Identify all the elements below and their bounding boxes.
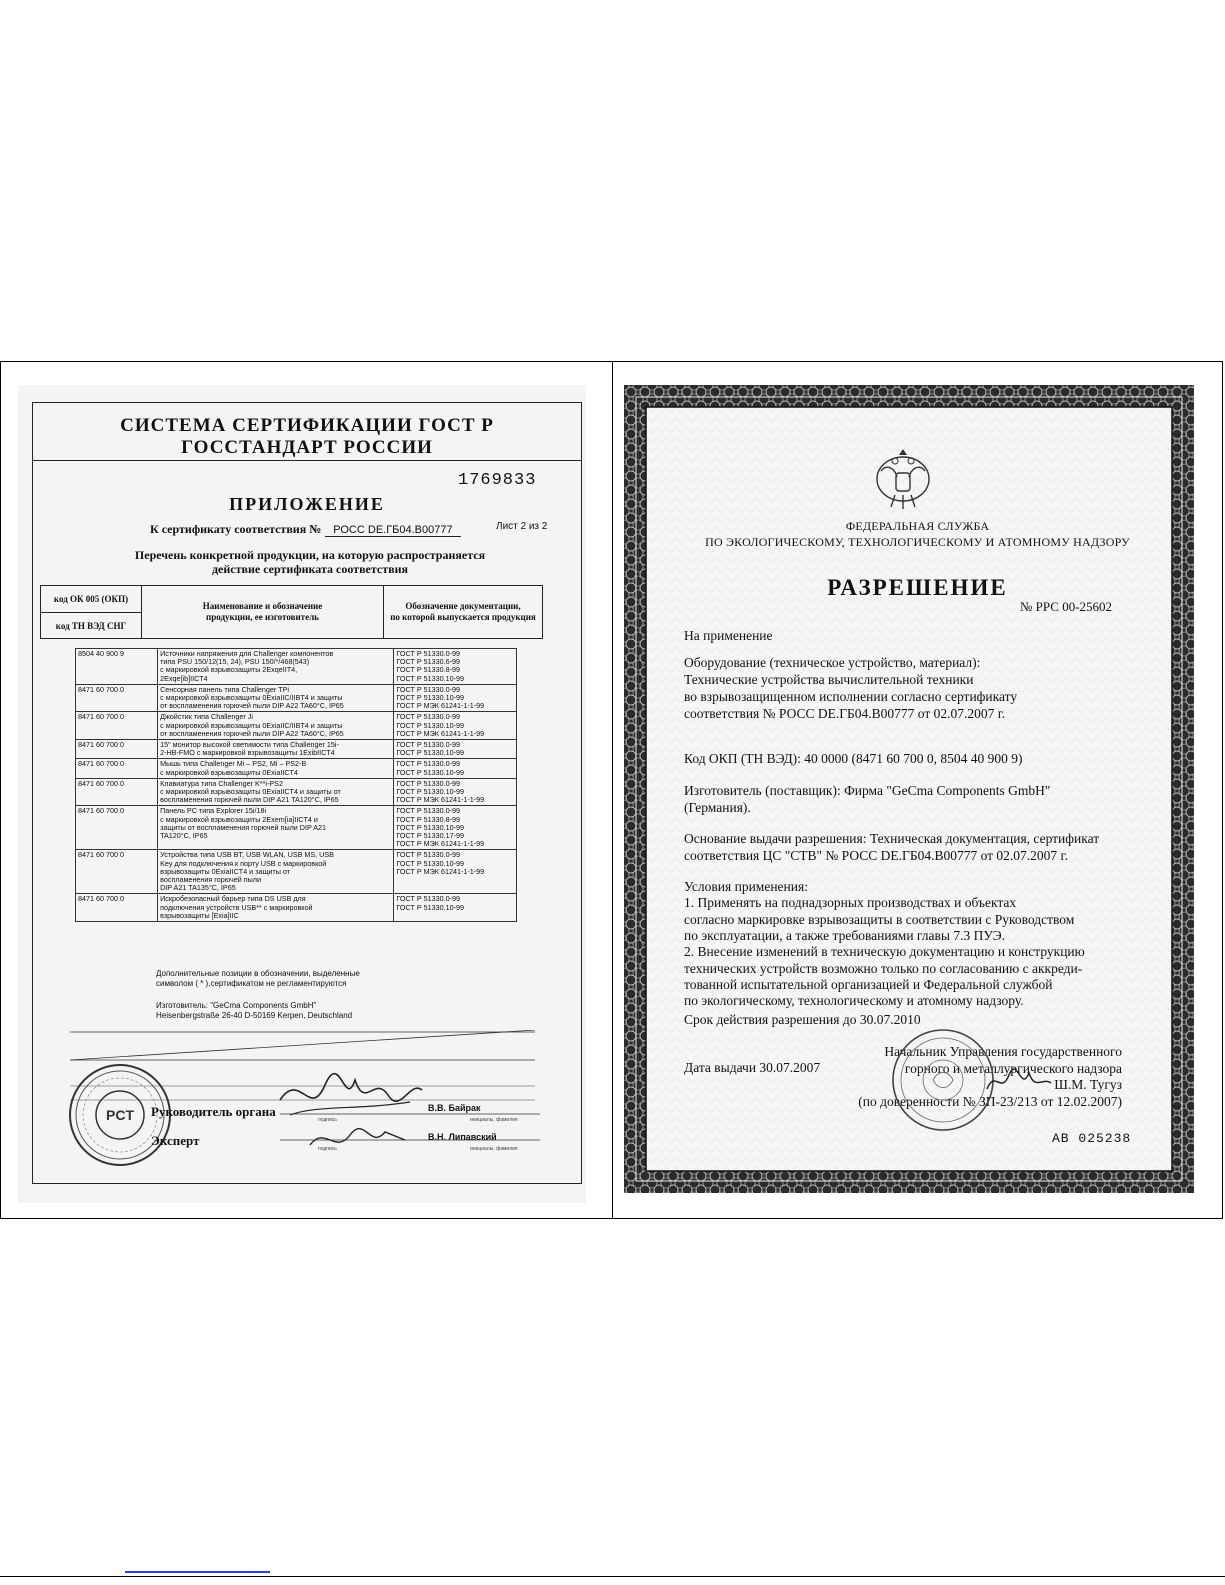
description-line: Сенсорная панель типа Challenger TPi — [160, 684, 289, 694]
signatory-signature-icon — [985, 1065, 1055, 1099]
product-code: 8504 40 900 9 — [76, 649, 158, 685]
product-description — [158, 778, 394, 806]
product-description — [158, 649, 394, 685]
form-number: 1769833 — [458, 471, 537, 490]
expert-sign-caption: подпись — [318, 1146, 337, 1152]
system-title: СИСТЕМА СЕРТИФИКАЦИИ ГОСТ Р — [120, 415, 494, 436]
standard-line: ГОСТ Р 51330.0-99 — [396, 684, 460, 694]
agency-line-1: ФЕДЕРАЛЬНАЯ СЛУЖБА — [845, 519, 990, 533]
product-description — [158, 759, 394, 778]
description-line: с маркировкой взрывозащиты 2Exem[ia]IICT4 и — [160, 814, 318, 824]
standard-line: ГОСТ Р МЭК 61241-1-1-99 — [396, 701, 485, 711]
expert-name-caption: инициалы, фамилия — [470, 1146, 518, 1152]
standard-line: ГОСТ Р МЭК 61241-1-1-99 — [396, 839, 485, 849]
table-row — [76, 759, 517, 778]
standard-line: ГОСТ Р МЭК 61241-1-1-99 — [396, 795, 485, 805]
product-description — [158, 850, 394, 894]
footer-link-underline[interactable] — [125, 1571, 270, 1573]
okp-code: Код ОКП (ТН ВЭД): 40 0000 (8471 60 700 0, 8504 40 900 9) — [684, 751, 1023, 766]
code-header-cell — [41, 586, 142, 638]
certificate-number: РОСС DE.ГБ04.В00777 — [325, 524, 460, 537]
product-code: 8471 60 700 0 — [76, 684, 158, 712]
issue-date: Дата выдачи 30.07.2007 — [684, 1060, 821, 1075]
standard-line: ГОСТ Р МЭК 61241-1-1-99 — [396, 728, 485, 738]
head-name: В.В. Байрак — [428, 1103, 481, 1113]
standard-line: ГОСТ Р 51330.10-99 — [396, 822, 464, 832]
manufacturer-line: Изготовитель (поставщик): Фирма "GeCma Components GmbH" — [684, 783, 1051, 798]
description-line: Панель PC типа Explorer 15i/18i — [160, 806, 267, 816]
standard-line: ГОСТ Р 51330.0-99 — [396, 778, 460, 788]
certificate-reference — [150, 522, 461, 537]
head-signature-icon — [270, 1060, 430, 1160]
svg-text:PCT: PCT — [106, 1107, 134, 1123]
manufacturer-line-2: Heisenbergstraße 26-40 D-50169 Kerpen, Deutschland — [156, 1011, 353, 1020]
standard-line: ГОСТ Р 51330.0-99 — [396, 712, 460, 722]
condition-line: 2. Внесение изменений в техническую документацию и конструкцию — [684, 944, 1085, 960]
description-line: с маркировкой взрывозащиты 0ExiaIICT4 — [160, 767, 298, 777]
description-line: воспламенения горючей пыли — [160, 875, 262, 885]
description-line: взрывозащиты 0ExiaIICT4 и защиты от — [160, 866, 291, 876]
head-label: Руководитель органа — [151, 1104, 276, 1119]
agency-line-2: ПО ЭКОЛОГИЧЕСКОМУ, ТЕХНОЛОГИЧЕСКОМУ И АТОМНОМУ НАДЗОРУ — [705, 535, 1130, 549]
for-use-label: На применение — [684, 628, 773, 643]
condition-line: технических устройств возможно только по согласованию с аккреди- — [684, 960, 1083, 976]
description-line: взрывозащиты [Exia]IIC — [160, 910, 239, 920]
standard-line: ГОСТ Р 51330.10-99 — [396, 720, 464, 730]
product-standards — [394, 759, 517, 778]
table-row — [76, 894, 517, 922]
description-line: 15" монитор высокой светимости типа Challenger 15i- — [160, 740, 339, 750]
scope-line-1: Перечень конкретной продукции, на которую распространяется — [134, 548, 486, 562]
sheet-number: Лист 2 из 2 — [496, 521, 548, 532]
manufacturer-line-1: Изготовитель: "GeCma Components GmbH" — [156, 1001, 317, 1010]
permit-number: № РРС 00-25602 — [1020, 599, 1113, 614]
name-header-line: продукции, ее изготовитель — [206, 612, 319, 622]
product-table — [75, 648, 517, 922]
product-code: 8471 60 700 0 — [76, 894, 158, 922]
manufacturer-line: (Германия). — [684, 800, 751, 815]
table-row — [76, 649, 517, 685]
form-serial: АВ 025238 — [1052, 1131, 1132, 1146]
okp-code-header: код ОК 005 (ОКП) — [41, 586, 141, 613]
condition-line: 1. Применять на поднадзорных производствах и объектах — [684, 895, 1017, 911]
product-code: 8471 60 700 0 — [76, 759, 158, 778]
condition-line: согласно маркировке взрывозащиты в соответствии с Руководством — [684, 911, 1075, 927]
table-row — [76, 778, 517, 806]
signatory-line: Ш.М. Тугуз — [1054, 1077, 1122, 1092]
description-line: Джойстик типа Challenger Ji — [160, 712, 253, 722]
description-line: подключения устройств USB** с маркировкой — [160, 902, 313, 912]
product-description — [158, 740, 394, 759]
standard-line: ГОСТ Р 51330.10-99 — [396, 787, 464, 797]
description-line: защиты от воспламенения горючей пыли DIP A21 — [160, 822, 327, 832]
standard-line: ГОСТ Р 51330.0-99 — [396, 759, 460, 769]
title-rule — [32, 460, 582, 461]
standard-line: ГОСТ Р 51330.10-99 — [396, 673, 464, 683]
columns-header — [40, 585, 543, 639]
head-name-caption: инициалы, фамилия — [470, 1117, 518, 1123]
standard-line: ГОСТ Р 51330.10-99 — [396, 767, 464, 777]
standard-line: ГОСТ Р 51330.0-99 — [396, 894, 460, 904]
certificate-label: К сертификату соответствия № — [150, 522, 322, 536]
product-code: 8471 60 700 0 — [76, 778, 158, 806]
description-line: с маркировкой взрывозащиты 0ExiaIIC/IIBT4 и защиты — [160, 720, 343, 730]
validity-period: Срок действия разрешения до 30.07.2010 — [684, 1012, 921, 1027]
footer-rule — [0, 1576, 1225, 1577]
table-row — [76, 806, 517, 850]
description-line: Key для подключения к порту USB с маркировкой — [160, 858, 327, 868]
product-code: 8471 60 700 0 — [76, 850, 158, 894]
scope-line-2: действие сертификата соответствия — [211, 562, 409, 576]
standard-line: ГОСТ Р 51330.0-99 — [396, 806, 460, 816]
product-standards — [394, 684, 517, 712]
description-line: Источники напряжения для Challenger компонентов — [160, 649, 334, 658]
product-standards — [394, 894, 517, 922]
standard-line: ГОСТ Р 51330.8-99 — [396, 665, 460, 675]
expert-name: В.Н. Липавский — [428, 1132, 497, 1142]
standard-line: ГОСТ Р 51330.0-99 — [396, 649, 460, 658]
standard-line: ГОСТ Р 51330.0-99 — [396, 740, 460, 750]
documentation-header — [384, 586, 542, 638]
product-code: 8471 60 700 0 — [76, 712, 158, 740]
note-line-1: Дополнительные позиции в обозначении, выделенные — [156, 969, 360, 978]
description-line: Искробезопасный барьер типа DS USB для — [160, 894, 306, 904]
name-header-line: Наименование и обозначение — [202, 601, 323, 611]
table-row — [76, 684, 517, 712]
description-line: Мышь типа Challenger Mi – PS2, Mi – PS2-B — [160, 759, 307, 769]
appendix-heading: ПРИЛОЖЕНИЕ — [229, 494, 385, 514]
product-code: 8471 60 700 0 — [76, 806, 158, 850]
description-line: воспламенения горючей пыли DIP A21 TA120°C, IP65 — [160, 795, 339, 805]
product-standards — [394, 712, 517, 740]
tnved-code-header: код ТН ВЭД СНГ — [55, 620, 127, 631]
description-line: Устройства типа USB BT, USB WLAN, USB MS, USB — [160, 850, 334, 860]
standard-line: ГОСТ Р 51330.10-99 — [396, 693, 464, 703]
agency-seal-icon — [888, 1025, 998, 1135]
description-line: с маркировкой взрывозащиты 0ExiaIICT4 и защиты от — [160, 787, 341, 797]
standard-line: ГОСТ Р 51330.10-99 — [396, 748, 464, 758]
equipment-line: Оборудование (техническое устройство, материал): — [684, 655, 981, 670]
product-code: 8471 60 700 0 — [76, 740, 158, 759]
page-divider — [612, 361, 613, 1219]
product-description — [158, 684, 394, 712]
description-line: 2-HB-FMO с маркировкой взрывозащиты 1ExibIICT4 — [160, 748, 335, 758]
head-sign-caption: подпись — [318, 1117, 337, 1123]
standard-line: ГОСТ Р 51330.0-99 — [396, 850, 460, 860]
description-line: типа PSU 150/12(15, 24), PSU 150/*/468(543) — [160, 657, 310, 667]
description-line: от воспламенения горючей пыли DIP A22 TA60°C, IP65 — [160, 728, 344, 738]
product-standards — [394, 806, 517, 850]
signatory-line: (по доверенности № ЗП-23/213 от 12.02.2007) — [858, 1093, 1122, 1109]
table-row — [76, 740, 517, 759]
standard-line: ГОСТ Р 51330.10-99 — [396, 902, 464, 912]
table-row — [76, 850, 517, 894]
docs-header-line: Обозначение документации, — [405, 601, 521, 611]
description-line: Клавиатура типа Challenger K**i-PS2 — [160, 778, 283, 788]
signatory-line: горного и металлургического надзора — [904, 1060, 1122, 1076]
basis-line: соответствия ЦС "СТВ" № РОСС DE.ГБ04.В00777 от 02.07.2007 г. — [684, 848, 1068, 863]
product-name-header — [142, 586, 384, 638]
expert-label: Эксперт — [151, 1133, 200, 1148]
description-line: TA120°C, IP65 — [160, 831, 208, 841]
gosstandart-title: ГОССТАНДАРТ РОССИИ — [181, 437, 433, 458]
note-line-2: символом ( * ),сертификатом не регламентируются — [156, 979, 347, 988]
product-description — [158, 894, 394, 922]
condition-line: Условия применения: — [684, 879, 808, 894]
basis-line: Основание выдачи разрешения: Техническая документация, сертификат — [684, 831, 1100, 846]
description-line: с маркировкой взрывозащиты 2ExqeIIT4, — [160, 665, 298, 675]
description-line: DIP A21 TA135°C, IP65 — [160, 883, 236, 893]
standard-line: ГОСТ Р 51330.6-99 — [396, 657, 460, 667]
condition-line: по эксплуатации, а также требованиями главы 7.3 ПУЭ. — [684, 927, 1005, 943]
product-standards — [394, 649, 517, 685]
condition-line: по экологическому, технологическому и атомному надзору. — [684, 993, 1024, 1009]
standard-line: ГОСТ Р 51330.10-99 — [396, 858, 464, 868]
product-description — [158, 712, 394, 740]
equipment-line: соответствия № РОСС DE.ГБ04.В00777 от 02.07.2007 г. — [684, 706, 1006, 721]
equipment-line: Технические устройства вычислительной техники — [684, 672, 974, 687]
product-standards — [394, 778, 517, 806]
standard-line: ГОСТ Р 51330.17-99 — [396, 831, 464, 841]
russian-coat-of-arms-icon — [873, 445, 933, 513]
product-standards — [394, 740, 517, 759]
description-line: от воспламенения горючей пыли DIP A22 TA60°C, IP65 — [160, 701, 344, 711]
signatory-line: Начальник Управления государственного — [884, 1044, 1122, 1059]
standard-line: ГОСТ Р 51330.8-99 — [396, 814, 460, 824]
condition-line: тованной испытательной организацией и Федеральной службой — [684, 976, 1053, 992]
product-standards — [394, 850, 517, 894]
description-line: с маркировкой взрывозащиты 0ExiaIIC/IIBT4 и защиты — [160, 693, 343, 703]
standard-line: ГОСТ Р МЭК 61241-1-1-99 — [396, 866, 485, 876]
table-row — [76, 712, 517, 740]
description-line: 2Exqe[ib]IICT4 — [160, 673, 208, 683]
permit-title: РАЗРЕШЕНИЕ — [827, 575, 1008, 600]
equipment-line: во взрывозащищенном исполнении согласно сертификату — [684, 689, 1018, 704]
product-description — [158, 806, 394, 850]
docs-header-line: по которой выпускается продукция — [390, 612, 536, 622]
